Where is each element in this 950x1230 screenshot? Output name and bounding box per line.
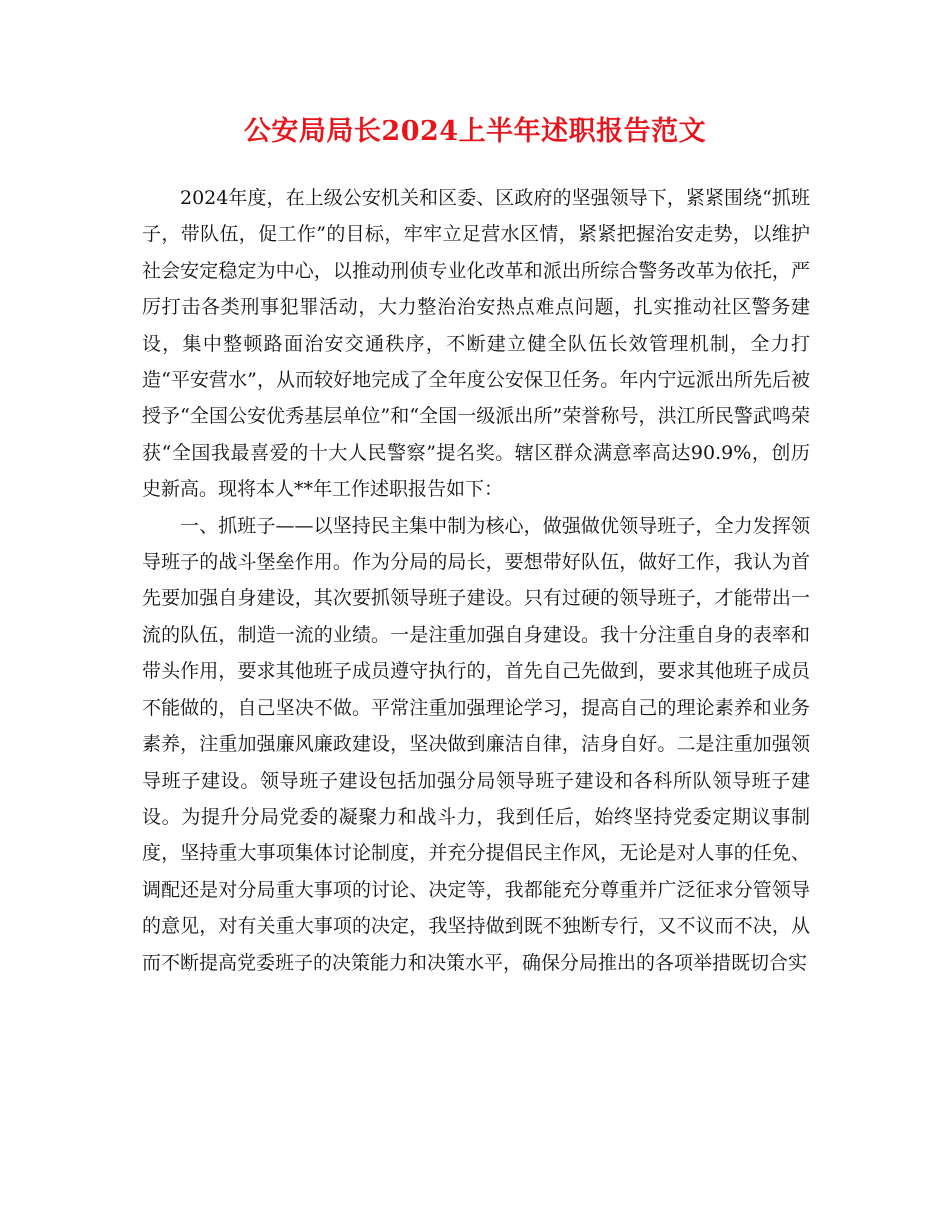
paragraph-section-one: 一、抓班子——以坚持民主集中制为核心，做强做优领导班子，全力发挥领导班子的战斗堡垒作用。作为分局的局长，要想带好队伍，做好工作，我认为首先要加强自身建设，其次要抓领导班子建设。只有过硬的领导班子，才能带出一流的队伍，制造一流的业绩。一是注重加强自身建设。我十分注重自身的表率和带头作用，要求其他班子成员遵守执行的，首先自己先做到，要求其他班子成员不能做的，自己坚决不做。平常注重加强理论学习，提高自己的理论素养和业务素养，注重加强廉风廉政建设，坚决做到廉洁自律，洁身自好。二是注重加强领导班子建设。领导班子建设包括加强分局领导班子建设和各科所队领导班子建设。为提升分局党委的凝聚力和战斗力，我到任后，始终坚持党委定期议事制度，坚持重大事项集体讨论制度，并充分提倡民主作风，无论是对人事的任免、调配还是对分局重大事项的讨论、决定等，我都能充分尊重并广泛征求分管领导的意见，对有关重大事项的决定，我坚持做到既不独断专行，又不议而不决，从而不断提高党委班子的决策能力和决策水平，确保分局推出的各项举措既切合实	[142, 514, 810, 974]
paragraph-intro: 2024年度，在上级公安机关和区委、区政府的坚强领导下，紧紧围绕“抓班子，带队伍，促工作”的目标，牢牢立足营水区情，紧紧把握治安走势，以维护社会安定稳定为中心，以推动刑侦专业化改革和派出所综合警务改革为依托，严厉打击各类刑事犯罪活动，大力整治治安热点难点问题，扎实推动社区警务建设，集中整顿路面治安交通秩序，不断建立健全队伍长效管理机制，全力打造“平安营水”，从而较好地完成了全年度公安保卫任务。年内宁远派出所先后被授予“全国公安优秀基层单位”和“全国一级派出所”荣誉称号，洪江所民警武鸣荣获“全国我最喜爱的十大人民警察”提名奖。辖区群众满意率高达90.9%，创历史新高。现将本人**年工作述职报告如下：	[142, 187, 810, 501]
document-body	[142, 180, 810, 981]
document-title: 公安局局长2024上半年述职报告范文	[243, 116, 707, 147]
